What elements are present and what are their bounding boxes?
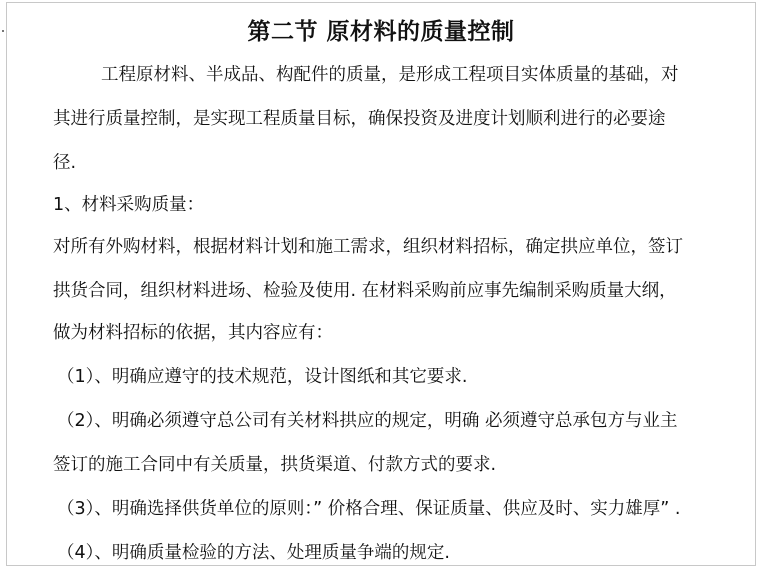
intro-line-2: 其进行质量控制，是实现工程质量目标，确保投资及进度计划顺利进行的必要途 <box>53 109 666 129</box>
section1-body-line-2: 拱货合同，组织材料进场、检验及使用. 在材料采购前应事先编制采购质量大纲， <box>53 281 677 301</box>
intro-line-3: 径. <box>53 153 77 173</box>
intro-line-1: 工程原材料、半成品、构配件的质量，是形成工程项目实体质量的基础，对 <box>101 65 679 85</box>
section-title: 第二节 原材料的质量控制 <box>247 18 515 45</box>
section1-body-line-3: 做为材料招标的依据，其内容应有： <box>53 323 333 343</box>
list-item-2-continued: 签订的施工合同中有关质量，拱货渠道、付款方式的要求. <box>53 455 497 475</box>
document-page <box>6 2 756 566</box>
corner-mark <box>2 30 4 32</box>
list-item-2: （2）、明确必须遵守总公司有关材料拱应的规定，明确 必须遵守总承包方与业主 <box>57 411 678 431</box>
list-item-4: （4）、明确质量检验的方法、处理质量争端的规定. <box>57 543 450 563</box>
section1-heading: 1、材料采购质量： <box>53 195 205 215</box>
section1-body-line-1: 对所有外购材料，根据材料计划和施工需求，组织材料招标，确定拱应单位，签订 <box>53 237 683 257</box>
list-item-1: （1）、明确应遵守的技术规范，设计图纸和其它要求. <box>57 367 468 387</box>
list-item-3: （3）、明确选择供货单位的原则：” 价格合理、保证质量、供应及时、实力雄厚” . <box>57 499 681 519</box>
